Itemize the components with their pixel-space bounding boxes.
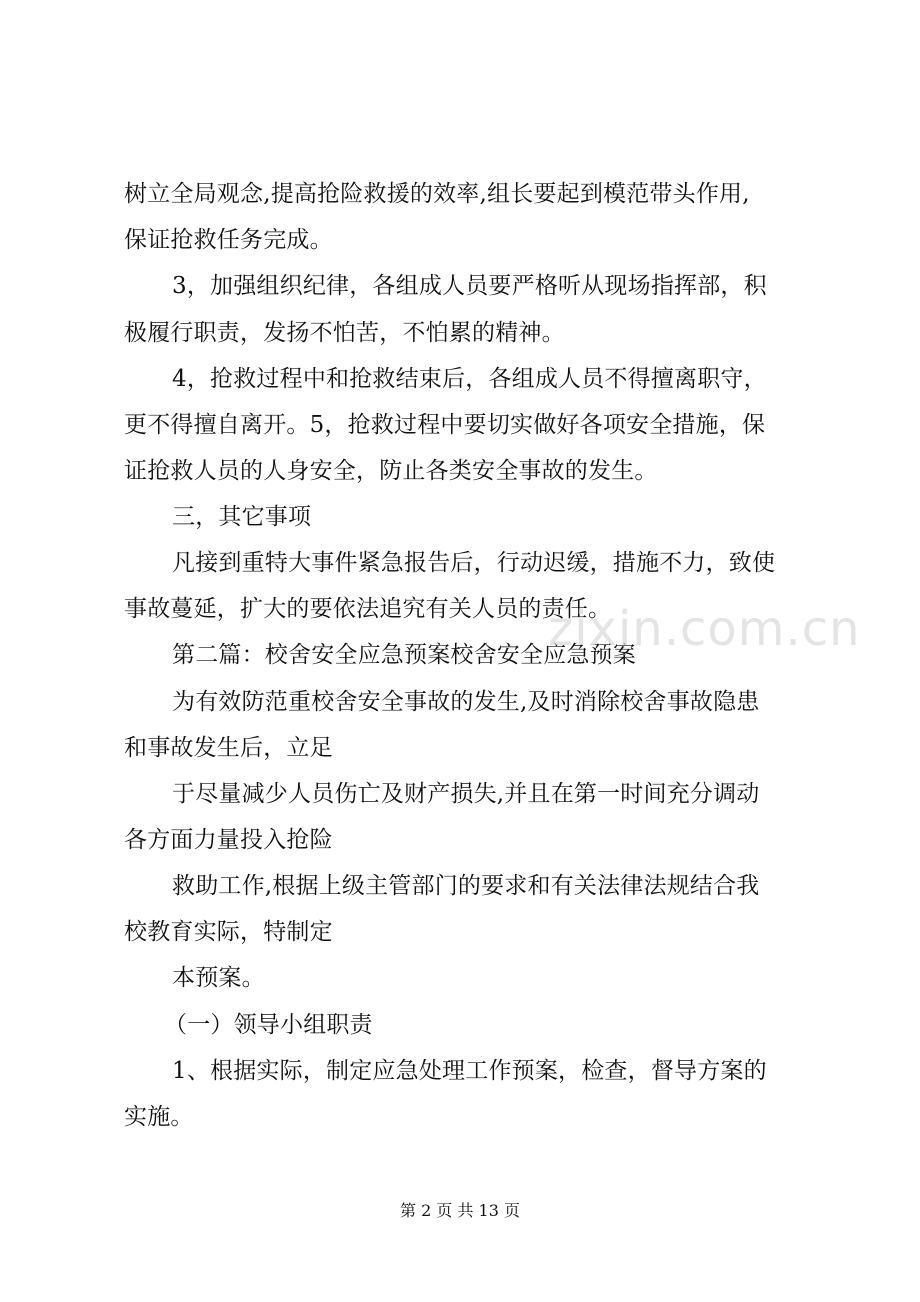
text-line: 保证抢救任务完成。 [124, 227, 333, 253]
subsection-heading: （一）领导小组职责 [164, 1012, 373, 1038]
text-line: 极履行职责，发扬不怕苦，不怕累的精神。 [124, 320, 565, 346]
text-line: 更不得擅自离开。5，抢救过程中要切实做好各项安全措施，保 [124, 412, 766, 438]
text-line: 1、根据实际，制定应急处理工作预案，检查，督导方案的 [172, 1058, 767, 1084]
text-line: 校教育实际，特制定 [124, 919, 333, 945]
text-line: 各方面力量投入抢险 [124, 827, 333, 853]
text-line: 证抢救人员的人身安全，防止各类安全事故的发生。 [124, 458, 658, 484]
watermark: zixin.com.cn [548, 601, 861, 657]
chapter-heading: 第二篇：校舍安全应急预案校舍安全应急预案 [172, 642, 636, 668]
text-line: 事故蔓延，扩大的要依法追究有关人员的责任。 [124, 596, 612, 622]
text-line: 和事故发生后，立足 [124, 735, 333, 761]
page-footer: 第 2 页 共 13 页 [400, 1201, 520, 1220]
text-line: 为有效防范重校舍安全事故的发生,及时消除校舍事故隐患 [172, 689, 760, 715]
text-line: 于尽量减少人员伤亡及财产损失,并且在第一时间充分调动 [172, 781, 760, 807]
text-line: 凡接到重特大事件紧急报告后，行动迟缓，措施不力，致使 [172, 550, 776, 576]
text-line: 救助工作,根据上级主管部门的要求和有关法律法规结合我 [172, 873, 760, 899]
section-heading: 三，其它事项 [172, 504, 312, 530]
text-line: 实施。 [124, 1104, 194, 1130]
text-line: 本预案。 [172, 965, 265, 991]
text-line: 3，加强组织纪律，各组成人员要严格听从现场指挥部，积 [172, 273, 767, 299]
text-line: 树立全局观念,提高抢险救援的效率,组长要起到模范带头作用, [124, 181, 750, 207]
text-line: 4，抢救过程中和抢救结束后，各组成人员不得擅离职守， [172, 366, 767, 392]
